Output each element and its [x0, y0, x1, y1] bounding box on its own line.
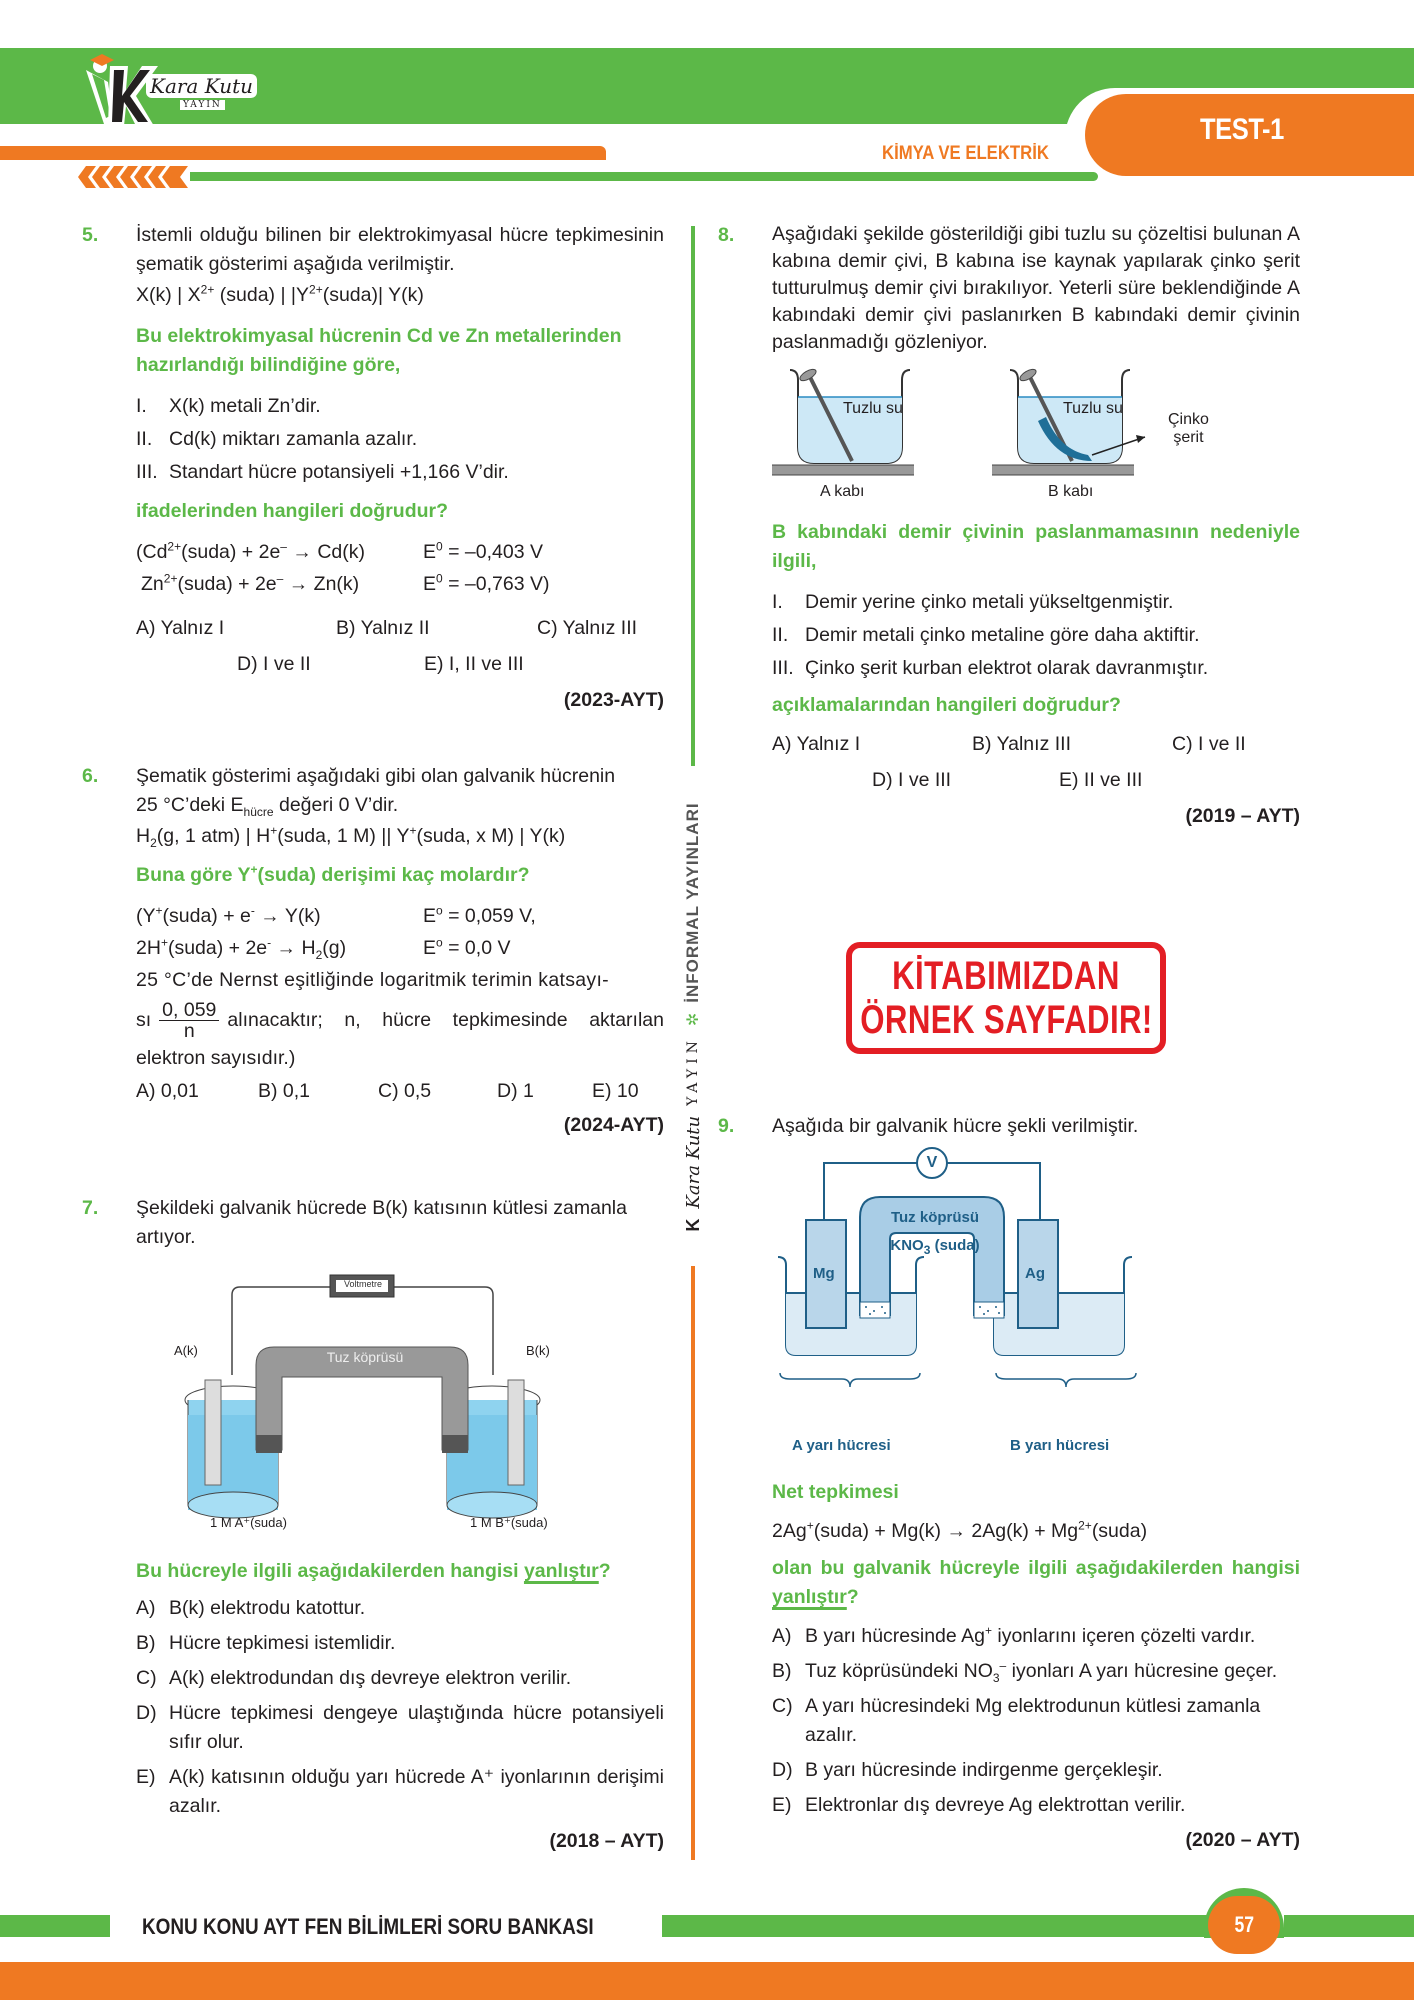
scheme-part: (suda, x M) | Y(k)	[416, 825, 566, 847]
side-label: İNFORMAL YAYINLARI	[683, 802, 702, 1003]
question-part: ?	[598, 1560, 611, 1582]
fraction-numerator: 0, 059	[159, 1000, 219, 1021]
option-b[interactable]: B) 0,1	[258, 1080, 311, 1102]
question-7-body	[136, 1557, 664, 1856]
answer-options	[136, 614, 664, 686]
eq-part: Zn	[141, 573, 164, 595]
eq-part: → Y(k)	[254, 905, 321, 927]
scheme-part: (suda)| Y(k)	[322, 284, 424, 306]
scheme-part: H	[136, 825, 151, 847]
question-number: 8.	[718, 224, 735, 246]
option-letter: A)	[772, 1625, 792, 1647]
option-b[interactable]: B) Yalnız III	[972, 733, 1071, 755]
option-d[interactable]: D) I ve II	[237, 653, 311, 675]
option-letter: D)	[772, 1759, 793, 1781]
question-7	[82, 1194, 664, 1252]
page-number: 57	[1234, 1912, 1254, 1937]
exam-year: (2018 – AYT)	[549, 1830, 664, 1852]
side-publisher: Kara Kutu	[682, 1115, 704, 1209]
zinc-label-line: şerit	[1173, 429, 1204, 446]
logo-subtext: YAYIN	[180, 100, 225, 110]
stamp-line-1: KİTABIMIZDAN	[892, 954, 1120, 998]
exam-year: (2023-AYT)	[563, 689, 664, 711]
question-text	[136, 861, 664, 890]
side-people-icon: ✲	[685, 1012, 702, 1027]
option-a[interactable]: A) Yalnız I	[136, 617, 225, 639]
option-b[interactable]	[136, 1629, 664, 1658]
statement	[136, 423, 664, 456]
stamp-line-2: ÖRNEK SAYFADIR!	[859, 998, 1153, 1042]
scheme-part: (suda) | |Y	[214, 284, 310, 306]
eq-sup: 0	[436, 571, 443, 586]
option-letter: B)	[136, 1632, 156, 1654]
bridge-part: KNO	[890, 1237, 924, 1254]
zinc-label-line: Çinko	[1168, 411, 1209, 428]
reaction-left	[136, 536, 423, 568]
eq-part: (suda) + 2e	[167, 937, 268, 959]
reaction-potential	[423, 932, 510, 964]
ag-electrode-label: Ag	[1025, 1265, 1045, 1282]
voltmeter-symbol: V	[926, 1154, 938, 1171]
option-text: B(k) elektrodu katottur.	[169, 1597, 366, 1619]
cell-scheme	[136, 281, 664, 310]
statement-number: I.	[136, 395, 147, 417]
footer-green-mid	[662, 1915, 1208, 1937]
option-letter: E)	[136, 1766, 156, 1788]
statement	[136, 456, 664, 489]
eq-part: = –0,763 V)	[442, 573, 550, 595]
option-d[interactable]	[136, 1699, 664, 1757]
eq-part: (suda) + e	[162, 905, 251, 927]
option-letter: A)	[136, 1597, 156, 1619]
statement	[772, 619, 1300, 652]
half-reaction-2	[136, 568, 664, 600]
option-d[interactable]	[772, 1756, 1300, 1785]
question-emphasis: yanlıştır	[523, 1560, 599, 1582]
eq-part: (Y	[136, 905, 156, 927]
option-c[interactable]: C) 0,5	[378, 1080, 432, 1102]
statement-text: Standart hücre potansiyeli +1,166 V’dir.	[169, 461, 509, 483]
eq-sup: 2+	[163, 571, 178, 586]
option-e[interactable]: E) I, II ve III	[424, 653, 524, 675]
statement-number: I.	[772, 591, 783, 613]
side-logo-k-icon: K	[682, 1218, 703, 1232]
galvanic-cell-figure-q7	[170, 1255, 560, 1535]
statement-text: Cd(k) miktarı zamanla azalır.	[169, 428, 418, 450]
container-b-label: B kabı	[1048, 483, 1094, 500]
side-band	[678, 772, 708, 1262]
eq-part: = 0,0 V	[442, 937, 511, 959]
column-divider-top	[691, 226, 695, 766]
option-c[interactable]	[772, 1692, 1300, 1750]
option-text: Elektronlar dış devreye Ag elektrottan verilir.	[805, 1794, 1186, 1816]
nernst-end: elektron sayısıdır.)	[136, 1047, 296, 1069]
option-d[interactable]: D) 1	[497, 1080, 534, 1102]
eq-part: → Cd(k)	[286, 541, 365, 563]
net-reaction-label: Net tepkimesi	[772, 1481, 899, 1503]
option-sub: 3	[992, 1670, 1000, 1685]
reaction-sup: 2+	[1078, 1518, 1092, 1533]
option-text	[805, 1622, 1255, 1651]
option-a[interactable]	[772, 1622, 1300, 1651]
option-text: A(k) elektrodundan dış devreye elektron verilir.	[169, 1667, 572, 1689]
statement-text: Demir metali çinko metaline göre daha aktiftir.	[805, 624, 1200, 646]
option-letter: E)	[772, 1794, 792, 1816]
answer-options	[136, 1077, 664, 1111]
question-5	[82, 221, 664, 715]
question-intro: Şematik gösterimi aşağıdaki gibi olan galvanik hücrenin	[136, 765, 616, 787]
question-emphasis: yanlıştır	[772, 1586, 847, 1608]
statement-text: X(k) metali Zn’dir.	[169, 395, 321, 417]
eq-sup: +	[160, 935, 168, 950]
logo-text: Kara Kutu	[146, 74, 257, 98]
question-text	[136, 1557, 664, 1586]
option-part: B yarı hücresinde Ag	[805, 1625, 985, 1647]
half-reaction-1	[136, 900, 664, 932]
option-part: iyonları A yarı hücresine geçer.	[1006, 1660, 1278, 1682]
question-intro: İstemli olduğu bilinen bir elektrokimyasal hücre tepkimesinin şematik gösterimi aşağıda verilmiştir.	[136, 224, 664, 275]
header-green-stripe	[190, 172, 1098, 181]
eq-sub: 2	[315, 947, 323, 962]
eq-sup: +	[155, 903, 163, 918]
reaction-sup: +	[806, 1518, 814, 1533]
scheme-part: X(k) | X	[136, 284, 201, 306]
option-c[interactable]	[136, 1664, 664, 1693]
net-reaction	[772, 1517, 1300, 1546]
question-prompt: Bu elektrokimyasal hücrenin Cd ve Zn metallerinden hazırlandığı bilindiğine göre,	[136, 325, 622, 376]
solution-a-label: 1 M A⁺(suda)	[210, 1515, 287, 1530]
intro-sub: hücre	[243, 804, 274, 819]
eq-part: = 0,059 V,	[442, 905, 536, 927]
question-number: 7.	[82, 1197, 99, 1219]
option-e[interactable]: E) 10	[592, 1080, 639, 1102]
reaction-part: (suda) + Mg(k) → 2Ag(k) + Mg	[813, 1520, 1079, 1542]
question-part: olan bu galvanik hücreyle ilgili aşağıdakilerden hangisi	[772, 1557, 1300, 1579]
nernst-part: alınacaktır; n, hücre tepkimesinde aktarılan	[227, 1008, 664, 1031]
option-a[interactable]: A) Yalnız I	[772, 733, 861, 755]
statement-number: III.	[136, 461, 158, 483]
question-intro-2	[136, 791, 664, 820]
question-intro: Aşağıda bir galvanik hücre şekli verilmiştir.	[772, 1115, 1139, 1137]
question-intro: Şekildeki galvanik hücrede B(k) katısının kütlesi zamanla artıyor.	[136, 1197, 627, 1248]
scheme-sub: 2	[150, 835, 157, 850]
reaction-potential	[423, 900, 536, 932]
question-9	[718, 1112, 1300, 1141]
question-part: ?	[846, 1586, 859, 1608]
eq-part: (suda) + 2e	[177, 573, 277, 595]
statement-text: Demir yerine çinko metali yükseltgenmiştir.	[805, 591, 1174, 613]
scheme-part: (suda, 1 M) || Y	[277, 825, 410, 847]
question-part: Bu hücreyle ilgili aşağıdakilerden hangisi	[136, 1560, 524, 1582]
reaction-left	[136, 900, 423, 932]
reaction-left	[136, 932, 423, 964]
question-sup: +	[250, 862, 258, 877]
statement-text: Çinko şerit kurban elektrot olarak davranmıştır.	[805, 657, 1209, 679]
option-c[interactable]: C) Yalnız III	[537, 617, 638, 639]
intro-part: 25 °C’deki E	[136, 794, 244, 816]
option-sup: +	[984, 1623, 992, 1638]
option-letter: D)	[136, 1702, 157, 1724]
scheme-sup: +	[409, 823, 417, 838]
fraction-denominator: n	[183, 1019, 195, 1042]
half-cell-b-label: B yarı hücresi	[1010, 1437, 1110, 1454]
electrode-a-label: A(k)	[174, 1343, 198, 1358]
eq-part: E	[423, 541, 437, 563]
eq-part: (Cd	[136, 541, 168, 563]
option-text: A(k) katısının olduğu yarı hücrede A⁺ iyonlarının derişimi azalır.	[169, 1766, 664, 1817]
topic-title: KİMYA VE ELEKTRİK	[882, 143, 1049, 164]
salt-bridge-label: Tuz köprüsü	[890, 1209, 980, 1226]
scheme-sup: +	[270, 823, 278, 838]
option-d[interactable]: D) I ve III	[872, 769, 952, 791]
option-e[interactable]: E) II ve III	[1059, 769, 1143, 791]
statement	[136, 390, 664, 423]
book-title: KONU KONU AYT FEN BİLİMLERİ SORU BANKASI	[142, 1914, 594, 1939]
reaction-left	[136, 568, 423, 600]
reaction-part: 2Ag	[772, 1520, 807, 1542]
chevrons-decoration	[78, 166, 188, 188]
option-text: B yarı hücresinde indirgenme gerçekleşir.	[805, 1759, 1163, 1781]
option-b[interactable]	[772, 1657, 1300, 1686]
half-cell-a-label: A yarı hücresi	[792, 1437, 891, 1454]
half-reaction-1	[136, 536, 664, 568]
answer-options	[772, 730, 1300, 802]
eq-part: (g)	[322, 937, 347, 959]
electrode-b-label: B(k)	[526, 1343, 550, 1358]
page-number-badge	[1208, 1896, 1280, 1954]
test-label: TEST-1	[1200, 113, 1284, 146]
question-text: ifadelerinden hangileri doğrudur?	[136, 500, 449, 522]
eq-part: → Zn(k)	[283, 573, 360, 595]
bridge-part: (suda)	[930, 1237, 980, 1254]
footer-green-left	[0, 1915, 110, 1937]
statement	[772, 586, 1300, 619]
solution-label-b: Tuzlu su	[1063, 400, 1123, 417]
publisher-logo	[80, 52, 270, 128]
option-text: Hücre tepkimesi istemlidir.	[169, 1632, 396, 1654]
solution-b-label: 1 M B⁺(suda)	[470, 1515, 548, 1530]
question-number: 5.	[82, 224, 99, 246]
nail-corrosion-figure	[770, 365, 1230, 505]
eq-part: E	[423, 937, 437, 959]
reaction-potential	[423, 568, 550, 600]
salt-bridge-label: Tuz köprüsü	[326, 1349, 404, 1365]
eq-part: 2H	[136, 937, 161, 959]
voltmeter-label: Voltmetre	[343, 1279, 383, 1289]
question-number: 9.	[718, 1115, 735, 1137]
question-text: açıklamalarından hangileri doğrudur?	[772, 694, 1121, 716]
nernst-part: sı	[136, 1008, 152, 1031]
option-part: iyonlarını içeren çözelti vardır.	[991, 1625, 1256, 1647]
scheme-sup: 2+	[309, 282, 323, 297]
eq-part: (suda) + 2e	[181, 541, 281, 563]
eq-sup: o	[436, 935, 443, 950]
eq-sup: -	[267, 935, 272, 950]
zinc-strip-label	[1168, 411, 1209, 447]
eq-sup: o	[436, 903, 443, 918]
reaction-potential	[423, 536, 543, 568]
option-letter: C)	[772, 1695, 793, 1717]
reaction-part: (suda)	[1091, 1520, 1148, 1542]
sample-page-stamp	[846, 942, 1166, 1054]
option-text: A yarı hücresindeki Mg elektrodunun kütlesi zamanla azalır.	[805, 1695, 1261, 1746]
eq-sup: –	[276, 571, 284, 586]
header-orange-stripe	[0, 146, 606, 160]
eq-part: E	[423, 905, 437, 927]
question-prompt: B kabındaki demir çivinin paslanmamasının nedeniyle ilgili,	[772, 521, 1300, 572]
question-intro: Aşağıdaki şekilde gösterildiği gibi tuzlu su çözeltisi bulunan A kabına demir çivi, B kabına ise kaynak yapılarak çinko şerit tutturulmuş demir çivi bırakılıyor. Yeterli süre beklendiğinde A kabındaki demir çivi paslanırken B kabındaki demir çivinin paslanmadığı gözleniyor.	[772, 223, 1300, 353]
option-b[interactable]: B) Yalnız II	[336, 617, 430, 639]
option-letter: C)	[136, 1667, 157, 1689]
option-part: Tuz köprüsündeki NO	[805, 1660, 993, 1682]
bridge-sub: 3	[923, 1243, 931, 1257]
question-9-body	[772, 1478, 1300, 1855]
option-e[interactable]	[772, 1791, 1300, 1820]
half-reaction-2	[136, 932, 664, 964]
footer-green-right	[1284, 1915, 1414, 1937]
question-number: 6.	[82, 765, 99, 787]
exam-year: (2024-AYT)	[563, 1114, 664, 1136]
salt-bridge-content	[875, 1237, 995, 1257]
statement-number: II.	[136, 428, 153, 450]
eq-sup: 0	[436, 539, 443, 554]
eq-part: → H	[271, 937, 316, 959]
eq-sup: -	[250, 903, 255, 918]
eq-sup: –	[280, 539, 287, 554]
question-8-body	[772, 518, 1300, 831]
option-text: Hücre tepkimesi dengeye ulaştığında hücre potansiyeli sıfır olur.	[169, 1702, 664, 1753]
question-6	[82, 762, 664, 1140]
footer-orange-band	[0, 1962, 1414, 2000]
eq-part: = –0,403 V	[442, 541, 543, 563]
solution-label-a: Tuzlu su	[843, 400, 903, 417]
option-a[interactable]: A) 0,01	[136, 1080, 199, 1102]
question-part: Buna göre Y	[136, 864, 251, 886]
statement-number: II.	[772, 624, 789, 646]
option-text	[805, 1657, 1277, 1686]
scheme-part: (g, 1 atm) | H	[156, 825, 271, 847]
option-letter: B)	[772, 1660, 792, 1682]
exam-year: (2019 – AYT)	[1185, 805, 1300, 827]
question-text	[772, 1554, 1300, 1612]
nernst-note: 25 °C’de Nernst eşitliğinde logaritmik terimin katsayı-	[136, 969, 609, 991]
fraction	[159, 1000, 219, 1041]
container-a-label: A kabı	[820, 483, 865, 500]
question-part: (suda) derişimi kaç molardır?	[257, 864, 530, 886]
mg-electrode-label: Mg	[813, 1265, 835, 1282]
question-8	[718, 221, 1300, 356]
statement	[772, 652, 1300, 685]
exam-year: (2020 – AYT)	[1185, 1829, 1300, 1851]
eq-sup: 2+	[167, 539, 182, 554]
scheme-sup: 2+	[200, 282, 215, 297]
side-publisher-sub: YAYIN	[685, 1036, 701, 1106]
intro-part: değeri 0 V’dir.	[273, 794, 399, 816]
statement-number: III.	[772, 657, 794, 679]
option-e[interactable]	[136, 1763, 664, 1821]
option-c[interactable]: C) I ve II	[1172, 733, 1246, 755]
option-sup: –	[999, 1658, 1007, 1673]
cell-scheme	[136, 822, 664, 851]
eq-part: E	[423, 573, 437, 595]
option-a[interactable]	[136, 1594, 664, 1623]
column-divider-bottom	[691, 1266, 695, 1860]
galvanic-cell-figure-q9	[770, 1145, 1150, 1465]
nernst-fraction-line	[136, 996, 664, 1044]
